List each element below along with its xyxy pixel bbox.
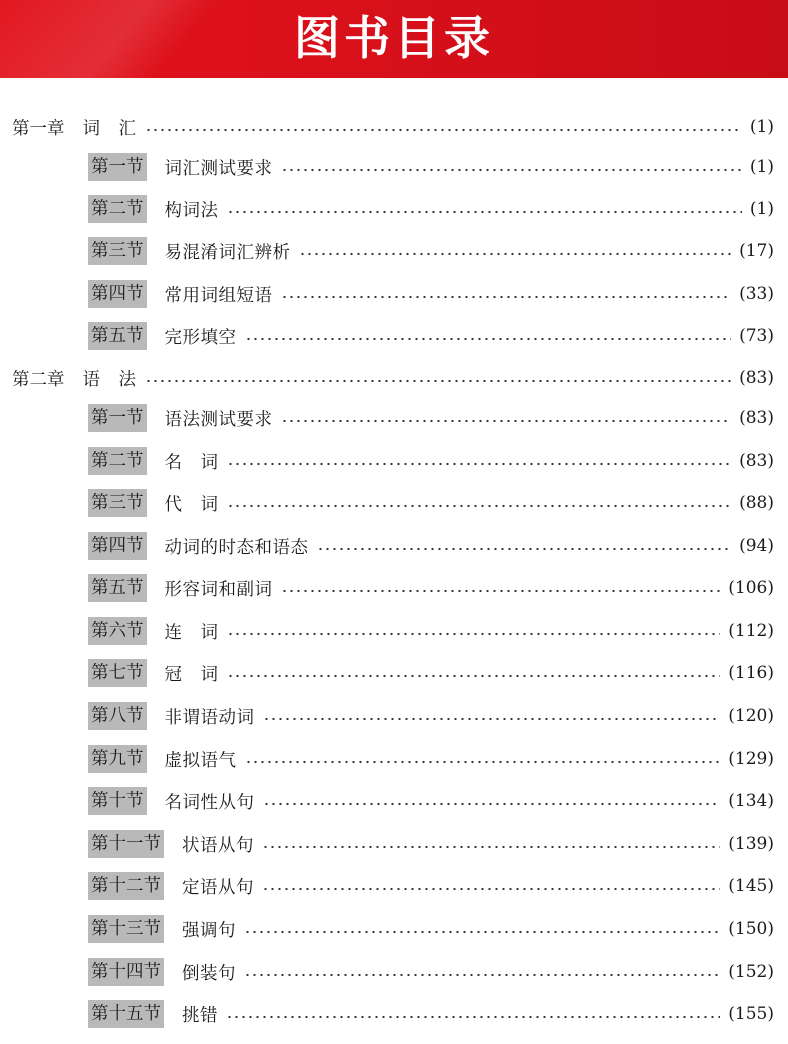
section-label: 第十五节 [88, 1000, 164, 1028]
toc-section-row[interactable] [88, 573, 774, 603]
toc-section-row[interactable] [88, 531, 774, 561]
dot-leader [226, 1015, 720, 1019]
section-title: 形容词和副词 [164, 579, 273, 600]
toc-section-row[interactable] [88, 914, 774, 944]
section-title: 冠 词 [164, 664, 219, 685]
section-title: 倒装句 [182, 963, 236, 984]
section-title: 词汇测试要求 [164, 158, 273, 179]
section-title: 名 词 [164, 452, 219, 473]
dot-leader [262, 887, 720, 891]
section-title: 动词的时态和语态 [164, 537, 309, 558]
page-number: (134) [728, 791, 774, 811]
page-number: (73) [739, 326, 774, 346]
dot-leader [299, 252, 732, 256]
dot-leader [245, 760, 721, 764]
toc-section-row[interactable] [88, 786, 774, 816]
toc-section-row[interactable] [88, 701, 774, 731]
dot-leader [227, 504, 732, 508]
page-title: 图书目录 [294, 11, 494, 65]
section-title: 语法测试要求 [164, 409, 273, 430]
dot-leader [281, 589, 721, 593]
section-label: 第十三节 [88, 915, 164, 943]
toc-section-row[interactable] [88, 999, 774, 1029]
toc-section-row[interactable] [88, 236, 774, 266]
section-title: 非谓语动词 [164, 707, 255, 728]
toc-section-row[interactable] [88, 616, 774, 646]
section-label: 第十四节 [88, 958, 164, 986]
section-label: 第五节 [88, 574, 147, 602]
section-title: 完形填空 [164, 327, 237, 348]
toc-section-row[interactable] [88, 321, 774, 351]
chapter-title: 语 法 [82, 369, 137, 390]
page-number: (112) [728, 621, 774, 641]
section-title: 代 词 [164, 494, 219, 515]
page-number: (145) [728, 876, 774, 896]
section-title: 状语从句 [182, 835, 254, 856]
page-number: (1) [749, 117, 774, 137]
section-label: 第十节 [88, 787, 147, 815]
page-number: (33) [739, 284, 774, 304]
section-label: 第六节 [88, 617, 147, 645]
toc-section-row[interactable] [88, 871, 774, 901]
toc-section-row[interactable] [88, 194, 774, 224]
toc-section-row[interactable] [88, 152, 774, 182]
page-number: (120) [728, 706, 774, 726]
page-number: (152) [728, 962, 774, 982]
section-label: 第九节 [88, 745, 147, 773]
section-label: 第二节 [88, 447, 147, 475]
toc-section-row[interactable] [88, 488, 774, 518]
section-label: 第一节 [88, 153, 147, 181]
dot-leader [227, 674, 721, 678]
section-title: 构词法 [164, 200, 219, 221]
section-label: 第三节 [88, 489, 147, 517]
page-number: (129) [728, 749, 774, 769]
page-number: (94) [739, 536, 774, 556]
page-number: (1) [749, 157, 774, 177]
dot-leader [145, 379, 732, 383]
dot-leader [317, 547, 732, 551]
page-number: (116) [728, 663, 774, 683]
section-label: 第八节 [88, 702, 147, 730]
page-number: (139) [728, 834, 774, 854]
section-title: 挑错 [182, 1005, 218, 1026]
page-number: (17) [739, 241, 774, 261]
dot-leader [263, 802, 721, 806]
page-number: (83) [739, 408, 774, 428]
section-label: 第一节 [88, 404, 147, 432]
section-label: 第四节 [88, 280, 147, 308]
chapter-label: 第一章 [12, 118, 65, 139]
section-label: 第四节 [88, 532, 147, 560]
page-number: (150) [728, 919, 774, 939]
toc-section-row[interactable] [88, 403, 774, 433]
toc-section-row[interactable] [88, 957, 774, 987]
section-label: 第七节 [88, 659, 147, 687]
chapter-title: 词 汇 [82, 118, 137, 139]
dot-leader [244, 930, 720, 934]
dot-leader [263, 717, 721, 721]
toc-chapter-row[interactable] [12, 363, 774, 393]
toc-chapter-row[interactable] [12, 112, 774, 142]
section-label: 第十一节 [88, 830, 164, 858]
page-number: (88) [739, 493, 774, 513]
page-number: (1) [749, 199, 774, 219]
dot-leader [262, 845, 720, 849]
section-title: 易混淆词汇辨析 [164, 242, 291, 263]
section-title: 常用词组短语 [164, 285, 273, 306]
dot-leader [281, 168, 742, 172]
section-title: 连 词 [164, 622, 219, 643]
dot-leader [145, 128, 742, 132]
toc-section-row[interactable] [88, 658, 774, 688]
dot-leader [245, 337, 732, 341]
dot-leader [227, 462, 732, 466]
toc-section-row[interactable] [88, 829, 774, 859]
section-label: 第二节 [88, 195, 147, 223]
page-number: (155) [728, 1004, 774, 1024]
dot-leader [281, 419, 732, 423]
page-number: (83) [739, 451, 774, 471]
section-title: 名词性从句 [164, 792, 255, 813]
toc-section-row[interactable] [88, 744, 774, 774]
page-number: (83) [739, 368, 774, 388]
section-title: 强调句 [182, 920, 236, 941]
section-title: 虚拟语气 [164, 750, 237, 771]
dot-leader [281, 295, 732, 299]
chapter-label: 第二章 [12, 369, 65, 390]
dot-leader [227, 632, 721, 636]
dot-leader [227, 210, 742, 214]
page-number: (106) [728, 578, 774, 598]
section-label: 第十二节 [88, 872, 164, 900]
section-label: 第三节 [88, 237, 147, 265]
dot-leader [244, 973, 720, 977]
toc-section-row[interactable] [88, 279, 774, 309]
section-title: 定语从句 [182, 877, 254, 898]
section-label: 第五节 [88, 322, 147, 350]
toc-section-row[interactable] [88, 446, 774, 476]
